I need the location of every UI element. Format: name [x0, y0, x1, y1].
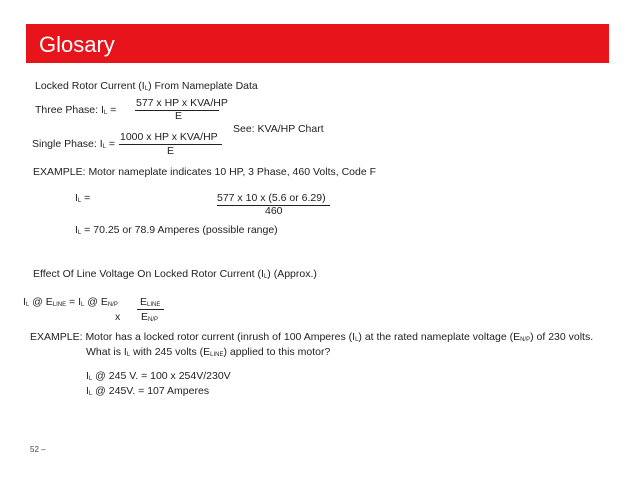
- formula-text: = I: [66, 296, 81, 308]
- label-subscript: L: [102, 144, 106, 150]
- label-text: Three Phase: I: [35, 104, 104, 116]
- denominator-text: E: [141, 311, 149, 323]
- denominator-subscript: N/P: [148, 317, 159, 323]
- numerator-text: E: [140, 296, 148, 308]
- heading-text-end: ) (Approx.): [267, 268, 317, 280]
- formula-denominator: [141, 311, 158, 327]
- formula-subscript: N/P: [107, 302, 118, 308]
- calc-numerator: 577 x 10 x (5.6 or 6.29): [217, 192, 326, 204]
- answer-subscript: L: [88, 391, 93, 397]
- single-phase-numerator: 1000 x HP x KVA/HP: [120, 131, 218, 143]
- answer-text: @ 245V. = 107 Amperes: [92, 385, 210, 397]
- example-subscript: L: [126, 352, 131, 358]
- locked-rotor-example: EXAMPLE: Motor nameplate indicates 10 HP, 3 Phase, 460 Volts, Code F: [33, 166, 376, 178]
- result-text-end: = 70.25 or 78.9 Amperes (possible range): [81, 224, 278, 236]
- three-phase-numerator: 577 x HP x KVA/HP: [136, 97, 228, 109]
- example-subscript: N/P: [520, 337, 531, 343]
- locked-rotor-heading: [35, 80, 258, 96]
- single-phase-denominator: E: [167, 145, 175, 157]
- single-phase-label: [32, 138, 115, 154]
- formula-text: I: [23, 296, 26, 308]
- calc-label: [75, 192, 90, 208]
- answer-line2: [86, 385, 209, 401]
- numerator-subscript: LINE: [147, 302, 161, 308]
- label-text: Single Phase: I: [32, 138, 103, 150]
- formula-text: @ E: [84, 296, 108, 308]
- answer-subscript: L: [88, 376, 93, 382]
- formula-text: @ E: [29, 296, 53, 308]
- heading-text: Locked Rotor Current (I: [35, 80, 145, 92]
- slide-title: Glosary: [39, 32, 115, 57]
- answer-text: @ 245 V. = 100 x 254V/230V: [92, 370, 231, 382]
- answer-text: I: [86, 370, 89, 382]
- line-voltage-heading: [33, 268, 317, 284]
- heading-text-end: ) From Nameplate Data: [148, 80, 258, 92]
- answer-text: I: [86, 385, 89, 397]
- result-text: I: [75, 224, 78, 236]
- line-voltage-example-line1: [30, 331, 593, 347]
- title-bar: [26, 24, 609, 63]
- result-subscript: L: [77, 230, 82, 236]
- heading-subscript: L: [263, 274, 268, 280]
- formula-subscript: LINE: [52, 302, 67, 308]
- label-subscript: L: [103, 110, 108, 116]
- heading-subscript: L: [144, 86, 149, 92]
- formula-subscript: L: [81, 302, 85, 308]
- label-equals: =: [107, 104, 117, 116]
- example-text: EXAMPLE: Motor has a locked rotor current (inrush of 100 Amperes (I: [30, 331, 356, 343]
- example-text: What is I: [86, 346, 127, 358]
- answer-line1: [86, 370, 231, 386]
- heading-text: Effect Of Line Voltage On Locked Rotor Current (I: [33, 268, 264, 280]
- example-text: ) at the rated nameplate voltage (E: [358, 331, 521, 343]
- label-equals: =: [81, 192, 91, 204]
- label-text: I: [75, 192, 78, 204]
- example-text: with 245 volts (E: [130, 346, 211, 358]
- calc-result: [75, 224, 278, 240]
- see-chart-note: See: KVA/HP Chart: [233, 123, 324, 135]
- formula-times: x: [115, 311, 121, 323]
- three-phase-denominator: E: [175, 110, 183, 122]
- calc-denominator: 460: [265, 205, 283, 217]
- line-voltage-example-line2: [86, 346, 330, 362]
- formula-subscript: L: [25, 302, 30, 308]
- page-number: 52 –: [30, 445, 46, 454]
- example-subscript: L: [355, 337, 359, 343]
- example-text: ) applied to this motor?: [223, 346, 331, 358]
- example-subscript: LINE: [210, 352, 224, 358]
- formula-fraction-bar: [137, 309, 164, 310]
- three-phase-label: [35, 104, 116, 120]
- label-equals: =: [105, 138, 116, 150]
- line-voltage-formula: [23, 296, 118, 312]
- example-text: ) of 230 volts.: [530, 331, 594, 343]
- label-subscript: L: [77, 198, 82, 204]
